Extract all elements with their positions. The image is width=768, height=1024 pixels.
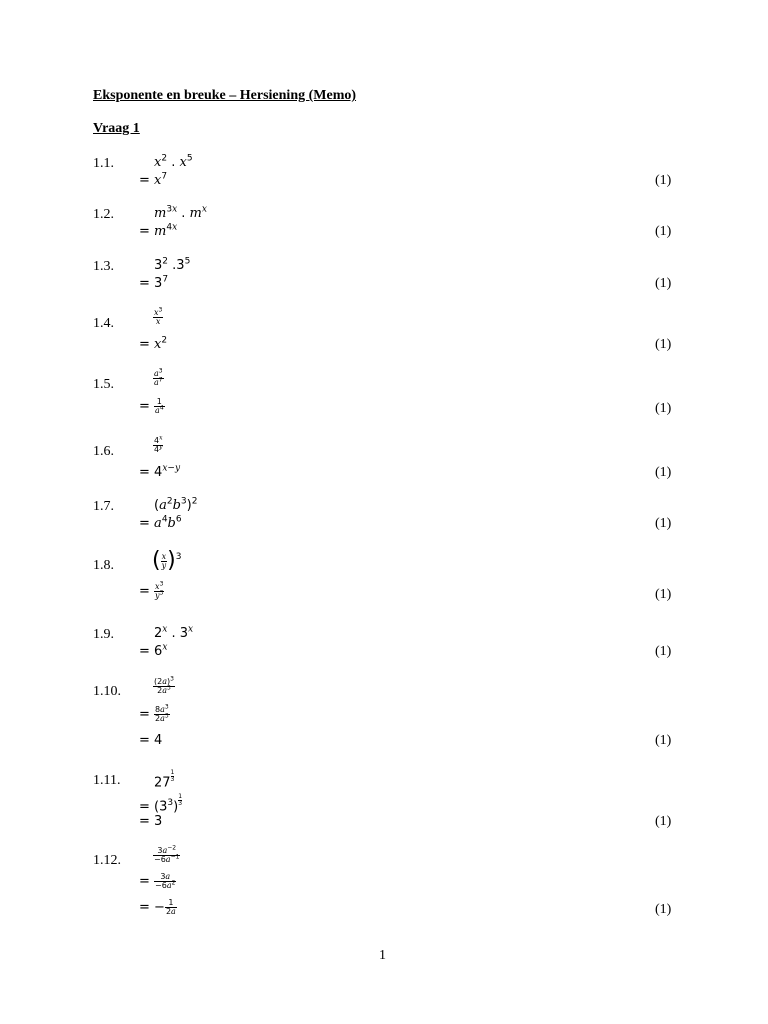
- answer-expression: = $\frac{x^3}{y^3}$: [139, 580, 164, 600]
- question-number: 1.11.: [93, 773, 121, 788]
- question-expression: $3^2$ $.3^5$: [154, 256, 191, 273]
- question-number: 1.2.: [93, 207, 114, 222]
- mark-allocation: (1): [655, 337, 672, 352]
- question-expression: $(a^2b^3)^2$: [154, 496, 198, 513]
- question-expression: $x^2$ . $x^5$: [154, 153, 193, 170]
- question-expression: $\frac{x^3}{x}$: [154, 306, 163, 326]
- answer-expression: = $\frac{1}{a^4}$: [139, 397, 164, 415]
- mark-allocation: (1): [655, 516, 672, 531]
- answer-working: = $\frac{3a}{-6a^2}$: [139, 872, 176, 890]
- question-expression: 27 $\frac{1}{3}$: [154, 769, 175, 791]
- mark-allocation: (1): [655, 733, 672, 748]
- mark-allocation: (1): [655, 644, 672, 659]
- question-number: 1.7.: [93, 499, 114, 514]
- answer-working: = $(3^3)$ $\frac{1}{3}$: [139, 793, 183, 815]
- mark-allocation: (1): [655, 814, 672, 829]
- mark-allocation: (1): [655, 276, 672, 291]
- question-expression: $\frac{3a^{-2}}{-6a^{-1}}$: [154, 844, 180, 864]
- question-number: 1.9.: [93, 627, 114, 642]
- question-expression: $m^{3x}$ . $m^x$: [154, 204, 207, 221]
- question-number: 1.1.: [93, 156, 114, 171]
- question-expression: $\frac{4^x}{4^y}$: [154, 434, 163, 454]
- question-number: 1.10.: [93, 684, 121, 699]
- mark-allocation: (1): [655, 401, 672, 416]
- mark-allocation: (1): [655, 173, 672, 188]
- question-expression: ( $\frac{x}{y}$ )$^3$: [152, 548, 182, 573]
- question-number: 1.6.: [93, 444, 114, 459]
- mark-allocation: (1): [655, 587, 672, 602]
- question-expression: $\frac{(2a)^3}{2a^3}$: [154, 675, 174, 695]
- question-number: 1.5.: [93, 377, 114, 392]
- answer-expression: = $6^x$: [139, 642, 168, 659]
- mark-allocation: (1): [655, 902, 672, 917]
- answer-expression: = 4: [139, 733, 163, 748]
- page-number: 1: [379, 948, 386, 963]
- section-heading: Vraag 1: [93, 121, 140, 136]
- question-number: 1.4.: [93, 316, 114, 331]
- document-title: Eksponente en breuke – Hersiening (Memo): [93, 88, 357, 103]
- question-expression: $\frac{a^3}{a^7}$: [154, 367, 163, 387]
- answer-expression: = $a^4b^6$: [139, 514, 182, 531]
- answer-expression: = 3: [139, 814, 163, 829]
- mark-allocation: (1): [655, 224, 672, 239]
- answer-expression: = $x^7$: [139, 171, 168, 188]
- mark-allocation: (1): [655, 465, 672, 480]
- question-number: 1.8.: [93, 558, 114, 573]
- answer-expression: = $m^{4x}$: [139, 222, 178, 239]
- answer-expression: = $4^{x-y}$: [139, 463, 181, 480]
- answer-expression: = $3^7$: [139, 274, 169, 291]
- question-number: 1.3.: [93, 259, 114, 274]
- answer-expression: = $x^2$: [139, 335, 168, 352]
- answer-working: = $\frac{8a^3}{2a^3}$: [139, 703, 169, 723]
- answer-expression: = − $\frac{1}{2a}$: [139, 898, 176, 916]
- question-number: 1.12.: [93, 853, 121, 868]
- question-expression: 2$^x$ . 3$^x$: [154, 624, 194, 641]
